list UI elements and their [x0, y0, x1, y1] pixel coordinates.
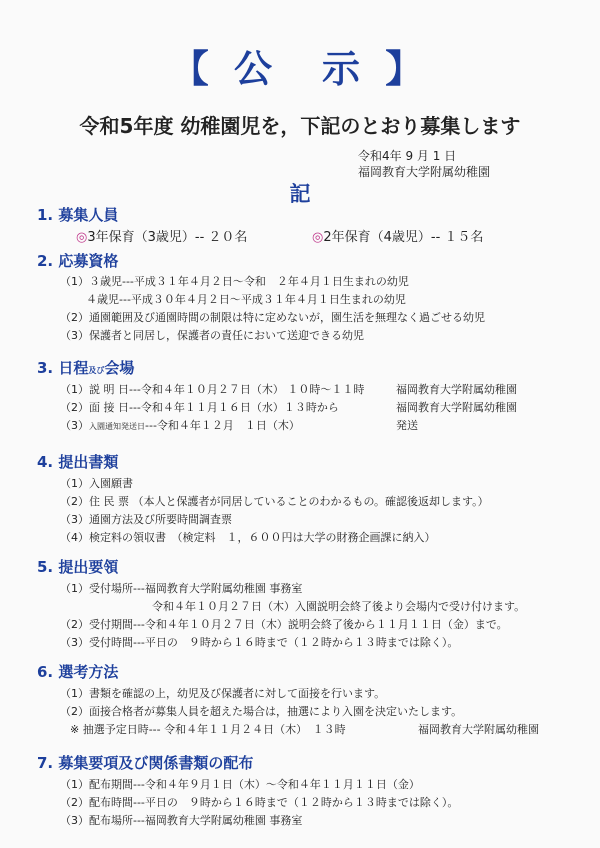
- issuer: 福岡教育大学附属幼稚園: [358, 165, 491, 179]
- list-item: （1）受付場所---福岡教育大学附属幼稚園 事務室: [60, 582, 303, 595]
- list-item: （2）受付期間---令和４年１０月２７日（木）説明会終了後から１１月１１日（金）まで。: [60, 618, 508, 631]
- section-7-heading: 7. 募集要項及び関係書類の配布: [37, 754, 254, 772]
- section-1-heading: 1. 募集人員: [37, 206, 119, 224]
- list-item: （1）配布期間---令和４年９月１日（木）～令和４年１１月１１日（金）: [60, 778, 420, 791]
- ki-heading: 記: [289, 182, 311, 206]
- section-6-heading: 6. 選考方法: [37, 663, 119, 681]
- list-item: （2）通園範囲及び通園時間の制限は特に定めないが，園生活を無理なく過ごせる幼児: [60, 311, 485, 324]
- section-4-heading: 4. 提出書類: [37, 453, 119, 471]
- schedule-row-label: 入園通知発送日: [89, 422, 145, 431]
- list-item: （4）検定料の領収書 （検定料 １，６００円は大学の財務企画課に納入）: [60, 531, 436, 544]
- list-item: （3）配布場所---福岡教育大学附属幼稚園 事務室: [60, 814, 303, 827]
- list-item: （3）保護者と同居し，保護者の責任において送迎できる幼児: [60, 329, 364, 342]
- double-circle-icon: ◎: [76, 230, 88, 245]
- section-1-item-1: [76, 226, 247, 245]
- quota-2yr: 2年保育（4歳児）-- １５名: [323, 230, 484, 245]
- section-3-heading: [37, 357, 134, 378]
- section-3-heading-tail: 会場: [104, 359, 135, 377]
- schedule-row: （1）説 明 日---令和４年１０月２７日（木） １０時～１１時: [60, 383, 365, 396]
- section-1-item-2: [312, 226, 483, 245]
- list-item: （2）配布時間---平日の ９時から１６時まで（１２時から１３時までは除く）。: [60, 796, 459, 809]
- list-item: ※ 抽選予定日時--- 令和４年１１月２４日（木） １３時: [70, 723, 346, 736]
- schedule-row-date: ---令和４年１２月 １日（木）: [145, 419, 300, 432]
- lottery-venue: 福岡教育大学附属幼稚園: [418, 723, 539, 736]
- section-5-heading: 5. 提出要領: [37, 558, 119, 576]
- list-item: ４歳児---平成３０年４月２日～平成３１年４月１日生まれの幼児: [86, 293, 406, 306]
- schedule-row-num: （3）: [60, 419, 89, 432]
- section-2-heading: 2. 応募資格: [37, 252, 119, 270]
- list-item: （3）通園方法及び所要時間調査票: [60, 513, 232, 526]
- notice-subtitle: 令和5年度 幼稚園児を，下記のとおり募集します: [79, 114, 521, 138]
- schedule-venue: 発送: [396, 419, 418, 432]
- schedule-row: [60, 417, 300, 433]
- list-item: （1）書類を確認の上，幼児及び保護者に対して面接を行います。: [60, 687, 386, 700]
- quota-3yr: 3年保育（3歳児）-- ２０名: [87, 230, 248, 245]
- double-circle-icon: ◎: [312, 230, 324, 245]
- notice-title: 【 公 示 】: [170, 47, 430, 91]
- list-item: （1）３歳児---平成３１年４月２日～令和 ２年４月１日生まれの幼児: [60, 275, 409, 288]
- schedule-row: （2）面 接 日---令和４年１１月１６日（水）１３時から: [60, 401, 339, 414]
- date-block: [358, 148, 490, 180]
- list-item: 令和４年１０月２７日（木）入園説明会終了後より会場内で受け付けます。: [152, 600, 526, 613]
- issue-date: 令和4年 9 月 1 日: [358, 149, 457, 163]
- list-item: （2）住 民 票 （本人と保護者が同居していることのわかるもの。確認後返却します。）: [60, 495, 489, 508]
- section-3-heading-small: 及び: [88, 366, 105, 375]
- list-item: （1）入園願書: [60, 477, 133, 490]
- schedule-venue: 福岡教育大学附属幼稚園: [396, 401, 517, 414]
- list-item: （3）受付時間---平日の ９時から１６時まで（１２時から１３時までは除く）。: [60, 636, 459, 649]
- schedule-venue: 福岡教育大学附属幼稚園: [396, 383, 517, 396]
- list-item: （2）面接合格者が募集人員を超えた場合は，抽選により入園を決定いたします。: [60, 705, 463, 718]
- section-3-heading-text: 3. 日程: [37, 359, 89, 377]
